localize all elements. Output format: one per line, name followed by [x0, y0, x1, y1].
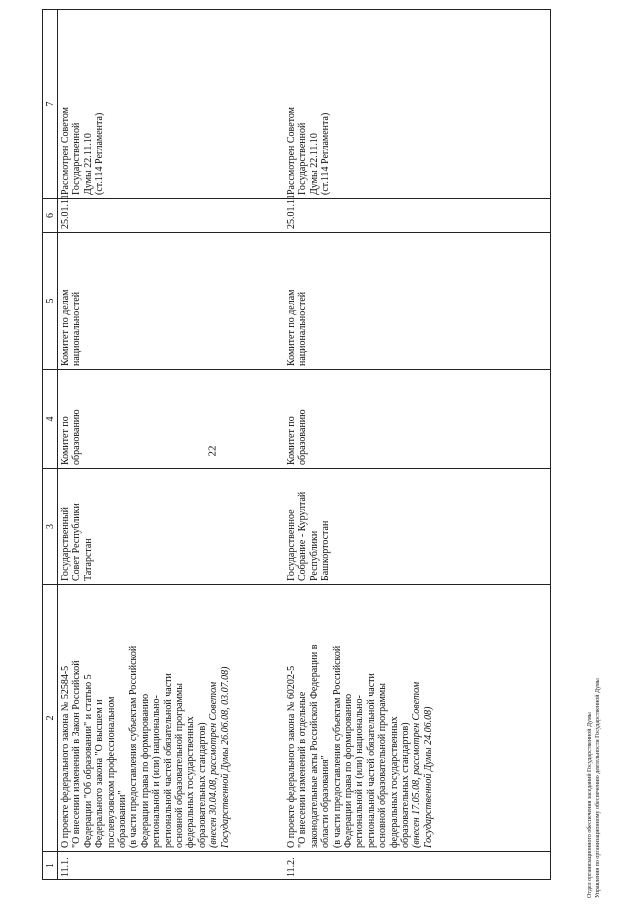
bill-note-line: (внесен 17.05.08, рассмотрен Советом: [411, 681, 423, 848]
bill-title-line: (в части предоставления субъектам Российской: [331, 645, 343, 848]
footer-line: Отдел организационного обеспечения заседаний Государственной Думы: [587, 712, 593, 898]
bill-title-line: Федерации права по формированию: [139, 693, 151, 848]
author-line: Татарстан: [82, 538, 94, 581]
review-date: 25.01.11: [58, 199, 285, 233]
bill-status: [58, 10, 285, 199]
table-row: [284, 10, 551, 880]
bill-title-line: образовательных стандартов): [196, 722, 208, 848]
bill-title-line: образовательных стандартов): [400, 722, 412, 848]
bill-title-line: законодательные акты Российской Федерации в: [308, 644, 320, 848]
author-line: Республики: [308, 530, 320, 581]
bill-status: [284, 10, 551, 199]
page-footer: [586, 438, 602, 898]
column-header: 1: [43, 852, 58, 880]
bill-title-line: Федерации права по формированию: [343, 693, 355, 848]
landscape-table-frame: [42, 10, 597, 880]
bill-title-line: федеральных государственных: [185, 716, 197, 848]
status-line: Рассмотрен Советом: [60, 106, 71, 195]
responsible-committee: [284, 370, 551, 469]
column-header: 3: [43, 469, 58, 585]
committee-line: образованию: [71, 409, 83, 465]
bill-title-line: основной образовательной программы: [174, 683, 186, 848]
author-line: Совет Республики: [71, 503, 83, 581]
committee-line: Комитет по: [286, 416, 297, 465]
bill-title-line: О проекте федерального закона № 60202-5: [286, 665, 297, 848]
status-line: Государственной: [297, 122, 309, 195]
bill-description: [284, 585, 551, 852]
bill-title-line: "О внесении изменений в отдельные: [297, 691, 309, 848]
bill-title-line: послевузовском профессиональном: [105, 696, 117, 848]
responsible-committee: [58, 370, 285, 469]
committee-line: Комитет по: [60, 416, 71, 465]
bill-title-line: О проекте федерального закона № 52584-5: [60, 665, 71, 848]
row-number: 11.1.: [58, 852, 285, 880]
bill-title-line: образовании": [117, 790, 129, 848]
status-line: (ст.114 Регламента): [320, 112, 332, 195]
co-committee-line: национальностей: [297, 291, 309, 366]
bill-title-line: "О внесении изменений в Закон Российской: [71, 660, 83, 848]
bill-author: [58, 469, 285, 585]
co-executor-committee: [58, 233, 285, 370]
co-executor-committee: [284, 233, 551, 370]
author-line: Государственное: [286, 509, 297, 581]
column-header: 7: [43, 10, 58, 199]
author-line: Государственный: [60, 506, 71, 581]
bill-title-line: региональной и (или) национально-: [354, 695, 366, 848]
status-line: Думы 22.11.10: [308, 133, 320, 195]
bill-note-line: Государственной Думы 24.06.08): [422, 706, 434, 848]
bill-author: [284, 469, 551, 585]
status-line: (ст.114 Регламента): [94, 112, 106, 195]
bill-title-line: Федерации "Об образовании" и статью 5: [82, 674, 94, 848]
committee-line: образованию: [297, 409, 309, 465]
bill-title-line: (в части предоставления субъектам Российской: [128, 645, 140, 848]
header-row: [43, 10, 58, 880]
column-header: 6: [43, 199, 58, 233]
column-header: 2: [43, 585, 58, 852]
status-line: Думы 22.11.10: [82, 133, 94, 195]
author-line: Собрание - Курултай: [297, 491, 309, 581]
bill-title-line: основной образовательной программы: [377, 683, 389, 848]
bill-note-line: Государственной Думы 26.06.08, 03.07.08): [219, 666, 231, 848]
column-header: 5: [43, 233, 58, 370]
footer-line: Управления по организационному обеспечению деятельности Государственной Думы: [595, 678, 601, 898]
bill-title-line: региональной частей обязательной части: [365, 673, 377, 848]
bill-description: [58, 585, 285, 852]
column-header: 4: [43, 370, 58, 469]
status-line: Рассмотрен Советом: [286, 106, 297, 195]
author-line: Башкортостан: [320, 520, 332, 581]
bill-note-line: (внесен 30.04.08, рассмотрен Советом: [208, 681, 220, 848]
co-committee-line: национальностей: [71, 291, 83, 366]
row-number: 11.2.: [284, 852, 551, 880]
bill-title-line: области образования": [320, 755, 332, 848]
review-date: 25.01.11: [284, 199, 551, 233]
bill-title-line: региональной частей обязательной части: [162, 673, 174, 848]
co-committee-line: Комитет по делам: [286, 289, 297, 366]
bill-title-line: региональной и (или) национально-: [151, 695, 163, 848]
table-row: [58, 10, 285, 880]
page-number: 22: [206, 445, 219, 457]
bills-table: [42, 9, 551, 880]
bill-title-line: федеральных государственных: [388, 716, 400, 848]
status-line: Государственной: [71, 122, 83, 195]
bill-title-line: Федерального закона "О высшем и: [94, 699, 106, 848]
co-committee-line: Комитет по делам: [60, 289, 71, 366]
